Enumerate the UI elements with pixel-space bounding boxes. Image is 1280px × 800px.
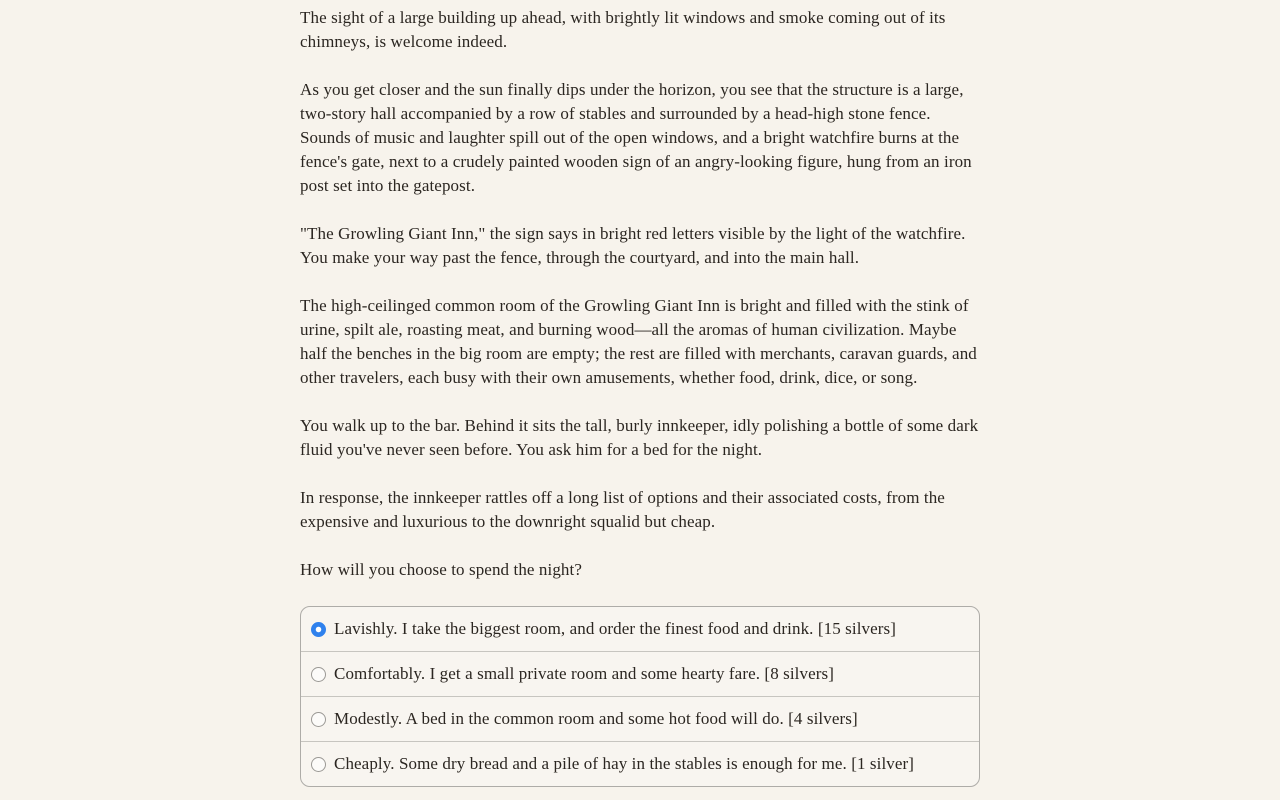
- story-paragraph: "The Growling Giant Inn," the sign says in bright red letters visible by the light of the watchfire. You make your way past the fence, through the courtyard, and into the main hall.: [300, 224, 966, 267]
- radio-button-comfortably[interactable]: [311, 667, 326, 682]
- choice-prompt: How will you choose to spend the night?: [300, 560, 583, 579]
- choice-option-label: Lavishly. I take the biggest room, and order the finest food and drink. [15 silvers]: [334, 619, 897, 638]
- radio-button-lavishly[interactable]: [311, 622, 326, 637]
- radio-button-cheaply[interactable]: [311, 757, 326, 772]
- story-paragraph: The sight of a large building up ahead, with brightly lit windows and smoke coming out of its chimneys, is welcome indeed.: [300, 8, 946, 51]
- story-paragraph: As you get closer and the sun finally dips under the horizon, you see that the structure is a large, two-story hall accompanied by a row of stables and surrounded by a head-high stone fence. Sounds of music and laughter spill out of the open windows, and a bright watchfire burns at the fence's gate, next to a crudely painted wooden sign of an angry-looking figure, hung from an iron post set into the gatepost.: [300, 80, 972, 195]
- choices-group: [300, 606, 980, 787]
- story-content: [300, 0, 980, 787]
- choice-option-label: Cheaply. Some dry bread and a pile of hay in the stables is enough for me. [1 silver]: [334, 754, 915, 773]
- story-paragraph: You walk up to the bar. Behind it sits the tall, burly innkeeper, idly polishing a bottle of some dark fluid you've never seen before. You ask him for a bed for the night.: [300, 416, 979, 459]
- story-paragraph: In response, the innkeeper rattles off a long list of options and their associated costs, from the expensive and luxurious to the downright squalid but cheap.: [300, 488, 945, 531]
- choice-option-cheaply[interactable]: [301, 741, 979, 786]
- story-paragraph: The high-ceilinged common room of the Growling Giant Inn is bright and filled with the stink of urine, spilt ale, roasting meat, and burning wood—all the aromas of human civilization. Maybe half the benches in the big room are empty; the rest are filled with merchants, caravan guards, and other travelers, each busy with their own amusements, whether food, drink, dice, or song.: [300, 296, 977, 387]
- choice-option-label: Comfortably. I get a small private room and some hearty fare. [8 silvers]: [334, 664, 834, 683]
- choice-option-lavishly[interactable]: [301, 607, 979, 651]
- choice-option-label: Modestly. A bed in the common room and some hot food will do. [4 silvers]: [334, 709, 858, 728]
- choice-option-modestly[interactable]: [301, 696, 979, 741]
- radio-button-modestly[interactable]: [311, 712, 326, 727]
- choice-option-comfortably[interactable]: [301, 651, 979, 696]
